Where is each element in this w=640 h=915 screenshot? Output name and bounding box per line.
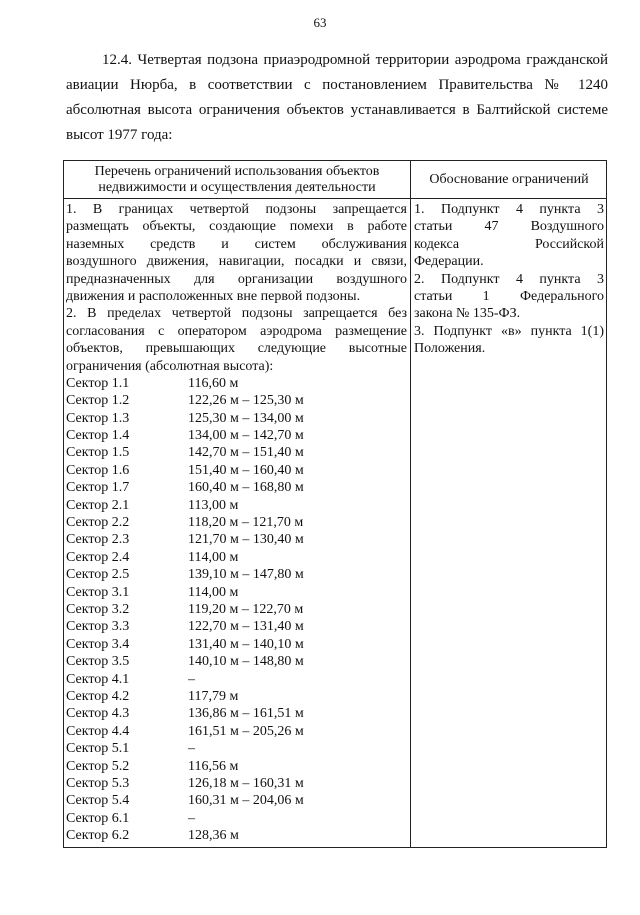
sector-row — [66, 705, 407, 722]
justification-text-line: Федерации. — [414, 254, 484, 270]
restriction-text-line: воздушного движения, навигации, посадки и связи, — [66, 254, 407, 270]
sector-name: Сектор 3.4 — [66, 636, 130, 652]
sector-height: 113,00 м — [188, 497, 239, 513]
sector-row — [66, 375, 407, 392]
sector-row — [66, 636, 407, 653]
sector-name: Сектор 1.3 — [66, 410, 130, 426]
sector-row — [66, 566, 407, 583]
sector-row — [66, 827, 407, 844]
sector-height: 114,00 м — [188, 584, 239, 600]
justification-text-line: статьи 47 Воздушного — [414, 219, 604, 235]
justification-cell — [414, 201, 604, 358]
restrictions-cell — [66, 201, 407, 844]
sector-row — [66, 758, 407, 775]
sector-name: Сектор 1.4 — [66, 428, 130, 444]
justification-text-line: 2. Подпункт 4 пункта 3 — [414, 271, 604, 287]
sector-row — [66, 653, 407, 670]
restriction-text-line: предназначенных для организации воздушного — [66, 271, 407, 287]
intro-line: 12.4. Четвертая подзона приаэродромной территории аэродрома гражданской — [102, 52, 608, 68]
restriction-text-line: 1. В границах четвертой подзоны запрещается — [66, 202, 407, 217]
sector-name: Сектор 4.1 — [66, 671, 130, 687]
sector-name: Сектор 3.2 — [66, 601, 130, 617]
sector-name: Сектор 4.4 — [66, 723, 130, 739]
restriction-text-line: размещать объекты, создающие помехи в работе — [66, 219, 407, 235]
sector-height: 160,31 м – 204,06 м — [188, 793, 304, 809]
sector-row — [66, 601, 407, 618]
sector-name: Сектор 1.7 — [66, 480, 130, 496]
sector-row — [66, 723, 407, 740]
justification-text-line: Положения. — [414, 341, 486, 357]
sector-height: 126,18 м – 160,31 м — [188, 775, 304, 791]
sector-row — [66, 775, 407, 792]
sector-height: 119,20 м – 122,70 м — [188, 601, 304, 617]
sector-name: Сектор 1.6 — [66, 462, 130, 478]
sector-name: Сектор 5.2 — [66, 758, 130, 774]
sector-height: 116,56 м — [188, 758, 239, 774]
sector-height: 114,00 м — [188, 549, 239, 565]
sector-height: 134,00 м – 142,70 м — [188, 428, 304, 444]
sector-row — [66, 427, 407, 444]
sector-row — [66, 688, 407, 705]
justification-text-line: статьи 1 Федерального — [414, 288, 604, 304]
restriction-text-line: ограничения (абсолютная высота): — [66, 358, 274, 374]
sector-name: Сектор 2.1 — [66, 497, 130, 513]
sector-height: 140,10 м – 148,80 м — [188, 654, 304, 670]
justification-text-line: 3. Подпункт «в» пункта 1(1) — [414, 323, 604, 339]
sector-name: Сектор 2.5 — [66, 567, 130, 583]
header-restrictions — [64, 164, 410, 196]
sector-row — [66, 584, 407, 601]
sector-height: – — [188, 741, 195, 757]
sector-row — [66, 444, 407, 461]
sector-name: Сектор 5.4 — [66, 793, 130, 809]
sector-row — [66, 671, 407, 688]
justification-text-line: кодекса Российской — [414, 236, 604, 252]
sector-height: 117,79 м — [188, 688, 239, 704]
restrictions-table — [63, 160, 607, 848]
sector-height: – — [188, 671, 195, 687]
intro-paragraph — [66, 48, 608, 148]
page-number: 63 — [313, 15, 327, 30]
sector-name: Сектор 6.1 — [66, 810, 130, 826]
sector-name: Сектор 1.5 — [66, 445, 130, 461]
sector-row — [66, 462, 407, 479]
sector-row — [66, 740, 407, 757]
restriction-text-line: наземных средств и систем обслуживания — [66, 236, 407, 252]
sector-name: Сектор 5.1 — [66, 741, 130, 757]
sector-row — [66, 479, 407, 496]
sector-row — [66, 618, 407, 635]
sector-row — [66, 549, 407, 566]
restriction-text-line: объектов, превышающих следующие высотные — [66, 341, 407, 357]
sector-height: 139,10 м – 147,80 м — [188, 567, 304, 583]
sector-row — [66, 514, 407, 531]
sector-name: Сектор 2.2 — [66, 515, 130, 531]
restriction-text-line: движения и расположенных вне первой подзоны. — [66, 288, 361, 304]
header-justification: Обоснование ограничений — [429, 172, 589, 187]
sector-height: 136,86 м – 161,51 м — [188, 706, 304, 722]
header-line: Перечень ограничений использования объектов — [94, 164, 380, 179]
justification-text-line: закона № 135-ФЗ. — [414, 306, 521, 322]
sector-height: 160,40 м – 168,80 м — [188, 480, 304, 496]
sector-name: Сектор 1.2 — [66, 393, 130, 409]
sector-row — [66, 497, 407, 514]
justification-text-line: 1. Подпункт 4 пункта 3 — [414, 202, 604, 217]
restriction-text-line: согласования с оператором аэродрома размещение — [66, 323, 407, 339]
column-divider — [410, 161, 411, 847]
intro-line: авиации Нюрба, в соответствии с постановлением Правительства № 1240 — [66, 77, 608, 93]
sector-row — [66, 392, 407, 409]
sector-height: 122,26 м – 125,30 м — [188, 393, 304, 409]
intro-line: высот 1977 года: — [66, 127, 173, 143]
sector-height: 116,60 м — [188, 375, 239, 391]
sector-name: Сектор 3.5 — [66, 654, 130, 670]
sector-name: Сектор 2.3 — [66, 532, 130, 548]
sector-height: 151,40 м – 160,40 м — [188, 462, 304, 478]
sector-name: Сектор 1.1 — [66, 375, 130, 391]
sector-height: 121,70 м – 130,40 м — [188, 532, 304, 548]
header-divider — [64, 198, 606, 199]
sector-name: Сектор 3.3 — [66, 619, 130, 635]
sector-height: – — [188, 810, 195, 826]
sector-height: 128,36 м — [188, 828, 239, 844]
header-line: недвижимости и осуществления деятельности — [98, 180, 376, 195]
sector-row — [66, 410, 407, 427]
sector-name: Сектор 5.3 — [66, 775, 130, 791]
sector-height: 161,51 м – 205,26 м — [188, 723, 304, 739]
sector-name: Сектор 4.2 — [66, 688, 130, 704]
restriction-text-line: 2. В пределах четвертой подзоны запрещается без — [66, 306, 407, 322]
sector-row — [66, 810, 407, 827]
sector-name: Сектор 4.3 — [66, 706, 130, 722]
sector-height: 122,70 м – 131,40 м — [188, 619, 304, 635]
sector-row — [66, 531, 407, 548]
sector-name: Сектор 2.4 — [66, 549, 130, 565]
intro-line: абсолютная высота ограничения объектов устанавливается в Балтийской системе — [66, 102, 608, 118]
sector-height: 125,30 м – 134,00 м — [188, 410, 304, 426]
sector-name: Сектор 6.2 — [66, 828, 130, 844]
sector-row — [66, 792, 407, 809]
sector-height: 142,70 м – 151,40 м — [188, 445, 304, 461]
sector-name: Сектор 3.1 — [66, 584, 130, 600]
sector-height: 131,40 м – 140,10 м — [188, 636, 304, 652]
sector-height: 118,20 м – 121,70 м — [188, 515, 304, 531]
